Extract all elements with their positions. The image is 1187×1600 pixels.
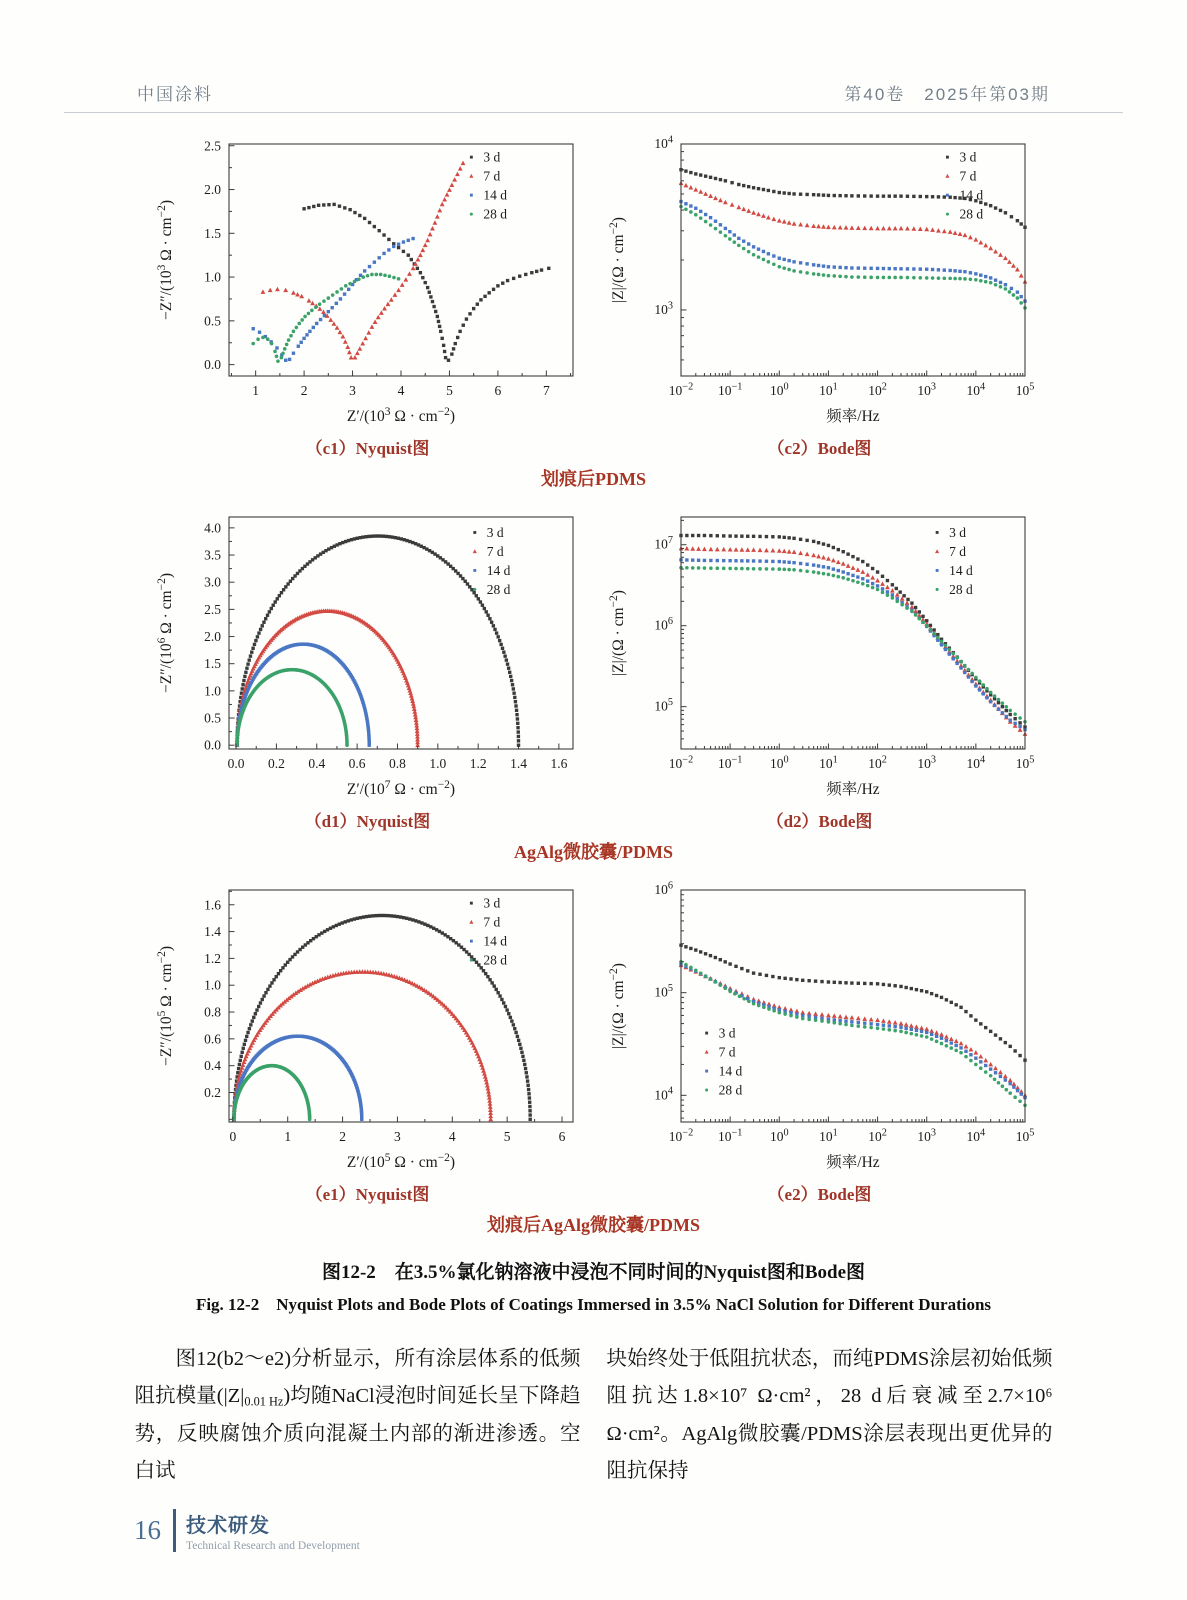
svg-text:−Z″/(103 Ω · cm−2): $-Z''/(10^3$ $\Omega \cdot cm^{-2}$) xyxy=(155,200,175,320)
svg-text:−Z″/(106 Ω · cm−2): $-Z''/(10^6$ $\Omega \cdot cm^{-2}$) xyxy=(155,573,175,693)
svg-text:0.0: 0.0 xyxy=(227,756,244,771)
body-paragraph-right: 块始终处于低阻抗状态，而纯PDMS涂层初始低频阻抗达1.8×10⁷ Ω·cm²，28 d后衰减至2.7×10⁶ Ω·cm²。AgAlg微胶囊/PDMS涂层表现出更优异的阻抗保持 xyxy=(606,1348,1053,1482)
svg-text:1.4: 1.4 xyxy=(203,924,221,940)
svg-text:2.0: 2.0 xyxy=(203,182,221,198)
svg-text:7 d: 7 d xyxy=(948,543,966,559)
svg-text:105: $10^5$ xyxy=(653,983,673,1000)
svg-text:频率/Hz: 频率/Hz xyxy=(825,408,880,425)
svg-text:0.4: 0.4 xyxy=(203,1058,221,1074)
svg-text:104: $10^4$ xyxy=(653,134,673,151)
subscript-frequency: 0.01 Hz xyxy=(244,1394,284,1409)
svg-text:28 d: 28 d xyxy=(718,1082,742,1098)
chart-pair xyxy=(149,874,1039,1205)
svg-text:104: $10^4$ xyxy=(653,1085,673,1103)
svg-text:3.0: 3.0 xyxy=(203,574,221,590)
svg-text:103: $10^3$ xyxy=(916,754,936,771)
svg-text:7 d: 7 d xyxy=(718,1044,736,1060)
svg-text:1.2: 1.2 xyxy=(203,950,221,966)
svg-text:3: 3 xyxy=(393,1129,401,1144)
svg-text:0: 0 xyxy=(228,1129,236,1144)
chart-pair xyxy=(149,501,1039,832)
svg-text:103: $10^3$ xyxy=(653,300,673,317)
coating-group-caption-d: AgAlg微胶囊/PDMS xyxy=(514,842,673,862)
footer-section-cn: 技术研发 xyxy=(186,1515,270,1537)
series-3d xyxy=(235,534,520,747)
svg-text:105: $10^5$ xyxy=(1015,381,1034,398)
svg-text:1: 1 xyxy=(251,383,259,398)
svg-text:|Z|/(Ω · cm−2): $|Z|/(\Omega \cdot cm^{-2})$ xyxy=(607,963,627,1049)
body-text-left-1: 图12(b2～e2)分析显示，所有涂层体系的低频阻抗模量(|Z| xyxy=(134,1348,581,1408)
axes xyxy=(654,520,1034,771)
svg-text:2: 2 xyxy=(300,383,307,398)
svg-text:3 d: 3 d xyxy=(718,1025,736,1041)
svg-text:频率/Hz: 频率/Hz xyxy=(825,781,880,798)
coating-group-caption-c: 划痕后PDMS xyxy=(541,469,646,489)
svg-text:5: 5 xyxy=(445,383,453,398)
legend xyxy=(469,896,507,968)
header-rule xyxy=(64,112,1123,113)
svg-text:0.2: 0.2 xyxy=(203,1084,221,1100)
series-3d xyxy=(302,203,550,362)
series-14d xyxy=(679,558,1026,731)
chart-svg-d1 xyxy=(149,501,587,807)
svg-text:14 d: 14 d xyxy=(486,562,510,578)
svg-text:100: $10^0$ xyxy=(769,381,789,398)
chart-svg-d2 xyxy=(601,501,1039,807)
svg-text:Z′/(105 Ω · cm−2): $Z'/(10^5$ $\Omega \cdot cm^{-2}$) xyxy=(346,1152,455,1171)
svg-text:105: $10^5$ xyxy=(1015,754,1034,771)
svg-text:10−2: $10^{-2}$ xyxy=(668,754,693,771)
svg-text:106: $10^6$ xyxy=(653,616,673,633)
figure-area xyxy=(89,128,1099,1490)
subfigure-caption-c1: （c1）Nyquist图 xyxy=(305,439,430,458)
svg-text:102: $10^2$ xyxy=(867,754,887,771)
chart-pair xyxy=(149,128,1039,459)
series-layer xyxy=(678,534,1027,736)
svg-text:102: $10^2$ xyxy=(867,381,887,398)
series-3d xyxy=(679,534,1026,729)
nyquist-chart-e1 xyxy=(149,874,587,1180)
svg-text:0.6: 0.6 xyxy=(203,1031,221,1047)
legend xyxy=(469,150,507,222)
svg-text:0.5: 0.5 xyxy=(203,313,221,329)
svg-text:105: $10^5$ xyxy=(1015,1127,1034,1144)
journal-name: 中国涂料 xyxy=(137,85,213,104)
body-paragraph-left xyxy=(135,1341,581,1490)
series-7d xyxy=(234,608,419,747)
svg-text:14 d: 14 d xyxy=(482,187,507,203)
nyquist-panel-d1 xyxy=(149,501,587,832)
coating-group-caption-e: 划痕后AgAlg微胶囊/PDMS xyxy=(487,1215,700,1235)
svg-text:7 d: 7 d xyxy=(482,168,500,184)
footer-section-en: Technical Research and Development xyxy=(186,1540,360,1552)
svg-text:106: $10^6$ xyxy=(653,880,673,897)
legend xyxy=(704,1026,742,1098)
plot-frame xyxy=(229,144,573,376)
body-text-left-2: )均随NaCl浸泡时间延长呈下降趋势，反映腐蚀介质向混凝土内部的渐进渗透。空白试 xyxy=(134,1385,581,1482)
svg-text:1.5: 1.5 xyxy=(203,656,221,672)
svg-text:3 d: 3 d xyxy=(482,149,500,165)
svg-text:7: 7 xyxy=(542,383,550,398)
bode-panel-e2 xyxy=(601,874,1039,1205)
page-header xyxy=(137,80,1050,105)
figure-row-c xyxy=(149,128,1039,495)
svg-text:0.0: 0.0 xyxy=(203,357,221,373)
svg-text:105: $10^5$ xyxy=(653,696,673,714)
svg-text:1.5: 1.5 xyxy=(203,225,221,241)
body-columns xyxy=(135,1341,1053,1490)
svg-text:104: $10^4$ xyxy=(966,381,985,398)
svg-text:0.6: 0.6 xyxy=(348,756,366,771)
series-7d xyxy=(260,161,465,360)
series-layer xyxy=(234,534,520,747)
figure-row-e xyxy=(149,874,1039,1241)
svg-text:107: $10^7$ xyxy=(653,535,673,552)
bode-chart-d2 xyxy=(601,501,1039,807)
legend xyxy=(472,525,510,597)
svg-text:0.8: 0.8 xyxy=(388,756,406,771)
bode-chart-e2 xyxy=(601,874,1039,1180)
svg-text:2.0: 2.0 xyxy=(203,629,221,645)
subfigure-caption-d1: （d1）Nyquist图 xyxy=(304,812,431,831)
bode-panel-c2 xyxy=(601,128,1039,459)
svg-text:1.0: 1.0 xyxy=(203,269,221,285)
svg-text:28 d: 28 d xyxy=(482,952,507,968)
svg-text:28 d: 28 d xyxy=(948,581,973,597)
svg-text:4: 4 xyxy=(448,1129,456,1144)
svg-text:1.6: 1.6 xyxy=(549,756,567,771)
svg-text:6: 6 xyxy=(558,1129,565,1144)
svg-text:100: $10^0$ xyxy=(769,754,789,771)
svg-text:100: $10^0$ xyxy=(769,1127,789,1144)
svg-text:3 d: 3 d xyxy=(958,149,976,165)
svg-text:3 d: 3 d xyxy=(948,524,966,540)
svg-text:−Z″/(105 Ω · cm−2): $-Z''/(10^5$ $\Omega \cdot cm^{-2}$) xyxy=(155,946,175,1066)
svg-text:4.0: 4.0 xyxy=(203,520,221,536)
series-14d xyxy=(235,642,371,746)
svg-text:2.5: 2.5 xyxy=(203,138,221,154)
issue-info: 第40卷 2025年第03期 xyxy=(844,85,1050,104)
chart-svg-e1 xyxy=(149,874,587,1180)
legend xyxy=(935,525,973,597)
svg-text:28 d: 28 d xyxy=(486,581,510,597)
svg-text:3.5: 3.5 xyxy=(203,547,221,563)
chart-svg-c2 xyxy=(601,128,1039,434)
svg-text:3: 3 xyxy=(348,383,356,398)
figure-title-cn: 图12-2 在3.5%氯化钠溶液中浸泡不同时间的Nyquist图和Bode图 xyxy=(321,1262,866,1283)
svg-text:104: $10^4$ xyxy=(966,1127,985,1144)
subfigure-caption-c2: （c2）Bode图 xyxy=(767,439,872,458)
axes xyxy=(204,520,567,771)
svg-text:10−2: $10^{-2}$ xyxy=(668,1127,693,1144)
svg-text:|Z|/(Ω · cm−2): $|Z|/(\Omega \cdot cm^{-2})$ xyxy=(607,590,627,676)
series-28d xyxy=(679,566,1027,724)
svg-text:Z′/(103 Ω · cm−2): $Z'/(10^3$ $\Omega \cdot cm^{-2}$) xyxy=(346,406,455,425)
svg-text:2.5: 2.5 xyxy=(203,601,221,617)
svg-text:Z′/(107 Ω · cm−2): $Z'/(10^7$ $\Omega \cdot cm^{-2}$) xyxy=(346,779,455,798)
svg-text:101: $10^1$ xyxy=(818,754,838,771)
subfigure-caption-e2: （e2）Bode图 xyxy=(767,1185,872,1204)
svg-text:101: $10^1$ xyxy=(818,1127,838,1144)
svg-text:14 d: 14 d xyxy=(482,933,507,949)
footer-divider xyxy=(173,1509,176,1552)
svg-text:2: 2 xyxy=(338,1129,346,1144)
figure-row-d xyxy=(149,501,1039,868)
footer-section xyxy=(186,1509,360,1552)
svg-text:10−1: $10^{-1}$ xyxy=(717,754,742,771)
svg-text:28 d: 28 d xyxy=(958,206,983,222)
svg-text:5: 5 xyxy=(503,1129,511,1144)
axes xyxy=(204,138,570,398)
svg-text:104: $10^4$ xyxy=(966,754,985,771)
svg-text:14 d: 14 d xyxy=(948,562,973,578)
svg-text:3 d: 3 d xyxy=(486,524,504,540)
svg-text:|Z|/(Ω · cm−2): $|Z|/(\Omega \cdot cm^{-2})$ xyxy=(607,217,627,303)
svg-text:6: 6 xyxy=(494,383,501,398)
svg-text:10−1: $10^{-1}$ xyxy=(717,381,742,398)
svg-text:0.8: 0.8 xyxy=(203,1004,221,1020)
svg-text:103: $10^3$ xyxy=(916,1127,936,1144)
page-footer xyxy=(134,1509,360,1552)
svg-text:0.5: 0.5 xyxy=(203,710,221,726)
svg-text:102: $10^2$ xyxy=(867,1127,887,1144)
svg-text:4: 4 xyxy=(397,383,404,398)
svg-text:1.0: 1.0 xyxy=(203,683,221,699)
bode-chart-c2 xyxy=(601,128,1039,434)
chart-svg-e2 xyxy=(601,874,1039,1180)
svg-text:7 d: 7 d xyxy=(482,914,500,930)
chart-svg-c1 xyxy=(149,128,587,434)
nyquist-panel-c1 xyxy=(149,128,587,459)
figure-title-en: Fig. 12-2 Nyquist Plots and Bode Plots of Coatings Immersed in 3.5% NaCl Solution for Different Durations xyxy=(195,1295,992,1314)
svg-text:1.0: 1.0 xyxy=(428,756,446,771)
svg-text:0.2: 0.2 xyxy=(267,756,285,771)
legend xyxy=(945,150,983,222)
svg-text:103: $10^3$ xyxy=(916,381,936,398)
svg-text:10−2: $10^{-2}$ xyxy=(668,381,693,398)
svg-text:1.0: 1.0 xyxy=(203,977,221,993)
nyquist-chart-c1 xyxy=(149,128,587,434)
page-number: 16 xyxy=(134,1515,161,1545)
svg-text:0.4: 0.4 xyxy=(307,756,325,771)
svg-text:14 d: 14 d xyxy=(958,187,983,203)
axes xyxy=(654,880,1034,1144)
svg-text:3 d: 3 d xyxy=(482,895,500,911)
bode-panel-d2 xyxy=(601,501,1039,832)
svg-text:0.0: 0.0 xyxy=(203,737,221,753)
svg-text:101: $10^1$ xyxy=(818,381,838,398)
subfigure-caption-d2: （d2）Bode图 xyxy=(766,812,873,831)
svg-text:14 d: 14 d xyxy=(718,1063,742,1079)
svg-text:7 d: 7 d xyxy=(486,543,504,559)
nyquist-chart-d1 xyxy=(149,501,587,807)
svg-text:10−1: $10^{-1}$ xyxy=(717,1127,742,1144)
svg-text:7 d: 7 d xyxy=(958,168,976,184)
svg-text:28 d: 28 d xyxy=(482,206,507,222)
svg-text:1.2: 1.2 xyxy=(469,756,487,771)
svg-text:1.6: 1.6 xyxy=(203,897,221,913)
svg-text:1: 1 xyxy=(283,1129,291,1144)
plot-frame xyxy=(681,517,1025,749)
nyquist-panel-e1 xyxy=(149,874,587,1205)
svg-text:频率/Hz: 频率/Hz xyxy=(825,1154,880,1171)
subfigure-caption-e1: （e1）Nyquist图 xyxy=(305,1185,430,1204)
svg-text:1.4: 1.4 xyxy=(509,756,527,771)
